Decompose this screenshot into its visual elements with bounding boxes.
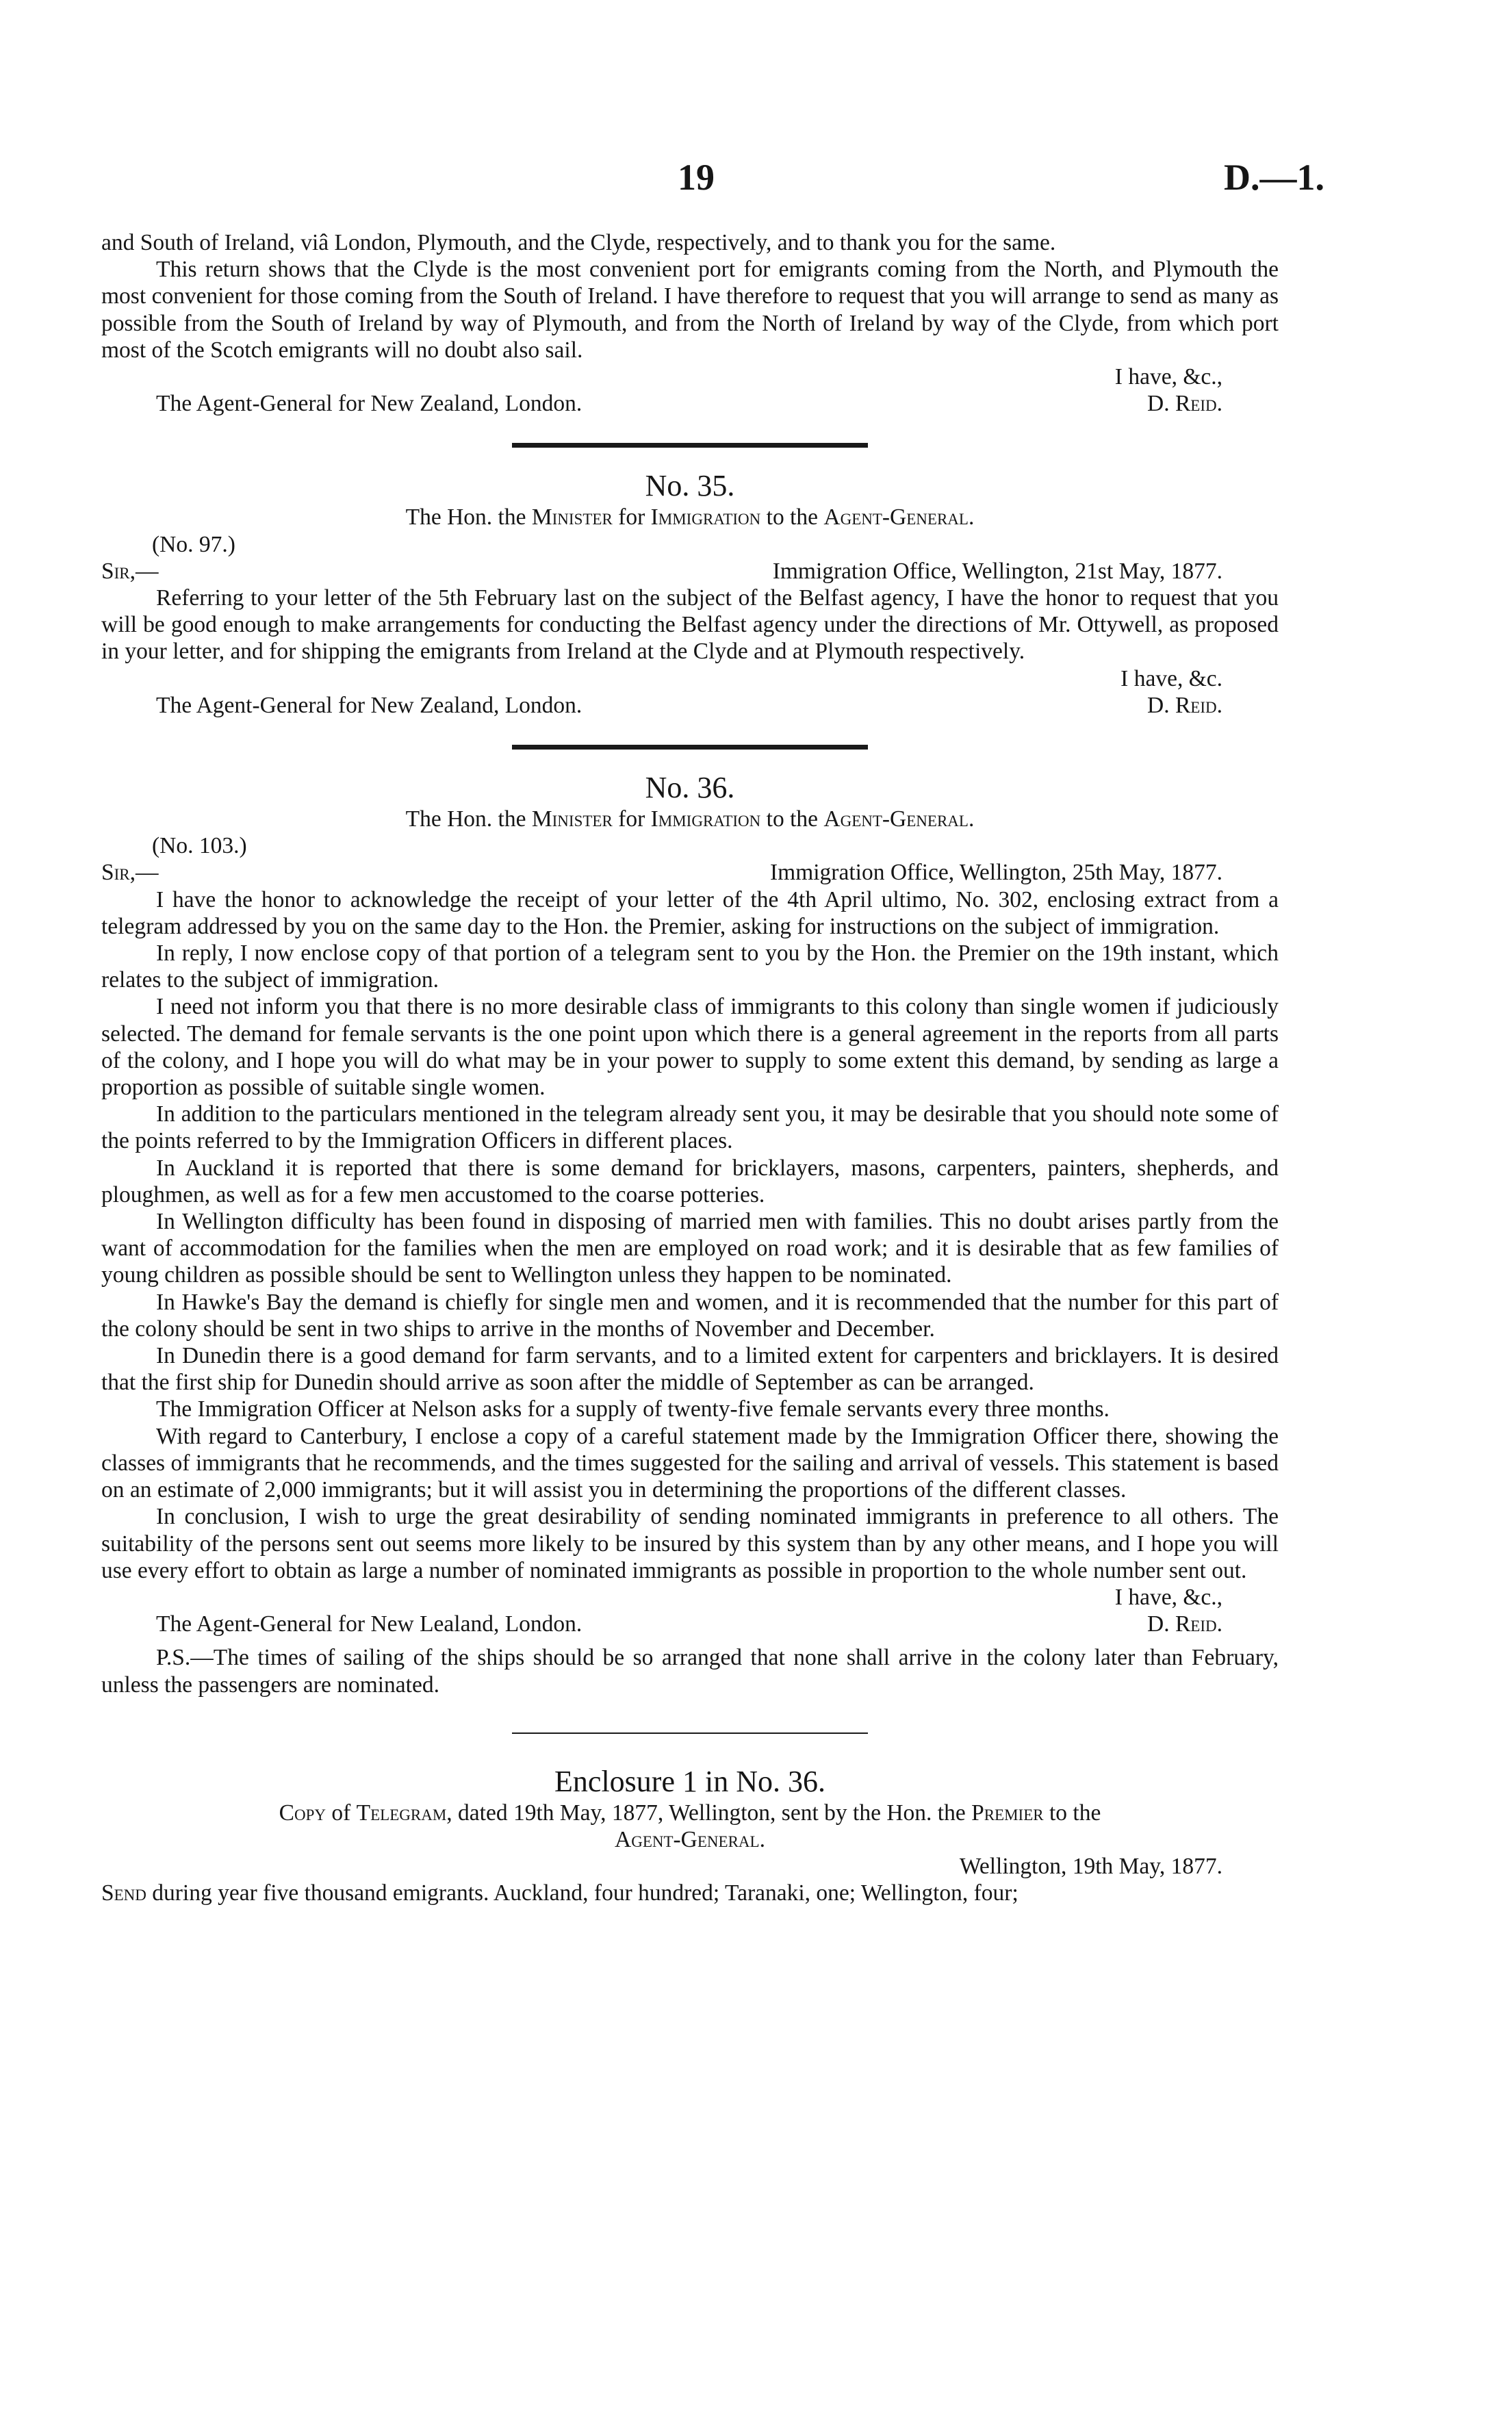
letter-35-subhead-from: Minister: [531, 504, 613, 530]
letter-35-address-line: [101, 692, 1279, 719]
enclosure-caption-premier: Premier: [971, 1800, 1044, 1826]
letter-36-dateline: Immigration Office, Wellington, 25th May, 1877.: [769, 860, 1222, 886]
letter-35-dateline: Immigration Office, Wellington, 21st May, 1877.: [772, 558, 1222, 584]
letter-36-subhead-dept: Immigration: [650, 806, 761, 832]
section-divider-heavy: [512, 745, 868, 750]
letter-36-title: No. 36.: [645, 771, 735, 805]
letter-36-paragraph: In Hawke's Bay the demand is chiefly for single men and women, and it is recommended that the number for this part of the colony should be sent in two ships to arrive in the months of November and December.: [101, 1289, 1279, 1342]
letter-36-paragraph: In Wellington difficulty has been found in disposing of married men with families. This no doubt arises partly from the want of accommodation for the families when the men are employed on road work; and it is desirable that as few families of young children as possible should be sent to Wellington unless they happen to be nominated.: [101, 1209, 1279, 1288]
letter-36-paragraph: In Dunedin there is a good demand for farm servants, and to a limited extent for carpenters and bricklayers. It is desired that the first ship for Dunedin should arrive as soon after the middle of September as can be arranged.: [101, 1343, 1279, 1396]
intro-paragraph-2: This return shows that the Clyde is the most convenient port for emigrants coming from the North, and Plymouth the most convenient for those coming from the South of Ireland. I have therefore to request that you will arrange to send as many as possible from the South of Ireland by way of Plymouth, and from the North of Ireland by way of the Clyde, from which port most of the Scotch emigrants will no doubt also sail.: [101, 257, 1279, 363]
letter-36-paragraph: I need not inform you that there is no more desirable class of immigrants to this colony than single women if judiciously selected. The demand for female servants is the one point upon which there is a general agreement in the reports from all parts of the colony, and I hope you will do what may be in your power to supply to some extent this demand, by sending as large a proportion as possible of suitable single women.: [101, 994, 1279, 1101]
enclosure-title: Enclosure 1 in No. 36.: [554, 1764, 825, 1798]
letter-35-subhead-dept: Immigration: [650, 504, 761, 530]
enclosure-caption-of: of: [331, 1800, 351, 1826]
enclosure-caption-telegram: Telegram,: [356, 1800, 452, 1826]
letter-35-salutation-line: [101, 558, 1279, 585]
letter-36-number: (No. 103.): [152, 833, 247, 859]
letter-35-salutation: Sir,—: [101, 558, 159, 584]
letter-36-closing: I have, &c.,: [1114, 1584, 1222, 1610]
letter-35-title: No. 35.: [645, 469, 735, 503]
letter-36-subhead-recipient: Agent-General.: [823, 806, 975, 832]
page-content: [101, 229, 1279, 1907]
document-reference: D.—1.: [1224, 157, 1324, 198]
page-number: 19: [678, 157, 715, 198]
enclosure-caption: [101, 1800, 1279, 1853]
letter-36-paragraph: With regard to Canterbury, I enclose a copy of a careful statement made by the Immigration Officer there, showing the classes of immigrants that he recommends, and the times suggested for the sailing and arrival of vessels. This statement is based on an estimate of 2,000 immigrants; but it will assist you in determining the proportions of the different classes.: [101, 1423, 1279, 1503]
letter-35-subhead-to: to the: [766, 504, 819, 530]
enclosure-body-text: during year five thousand emigrants. Auckland, four hundred; Taranaki, one; Wellington, four;: [152, 1880, 1018, 1906]
letter-35-subheading: [101, 504, 1279, 530]
section-divider-heavy: [512, 443, 868, 448]
letter-36-subhead-from: Minister: [531, 806, 613, 832]
enclosure-caption-details: dated 19th May, 1877, Wellington, sent by the Hon. the: [458, 1800, 966, 1826]
intro-paragraph-1: and South of Ireland, viâ London, Plymouth, and the Clyde, respectively, and to thank you for the same.: [101, 230, 1056, 255]
intro-closing: I have, &c.,: [1114, 364, 1222, 390]
letter-35-addressee: The Agent-General for New Zealand, London.: [156, 692, 582, 718]
intro-addressee: The Agent-General for New Zealand, London.: [156, 391, 582, 417]
enclosure-caption-to: to the: [1049, 1800, 1101, 1826]
letter-36-paragraph: In Auckland it is reported that there is some demand for bricklayers, masons, carpenters, painters, shepherds, and ploughmen, as well as for a few men accustomed to the coarse potteries.: [101, 1155, 1279, 1207]
letter-36-paragraph: In reply, I now enclose copy of that portion of a telegram sent to you by the Hon. the Premier on the 19th instant, which relates to the subject of immigration.: [101, 941, 1279, 993]
letter-36-signature: D. Reid.: [1147, 1611, 1222, 1637]
letter-36-salutation: Sir,—: [101, 860, 159, 886]
letter-35-signature: D. Reid.: [1147, 692, 1222, 718]
enclosure-caption-copy: Copy: [279, 1800, 326, 1826]
letter-36-subheading: [101, 806, 1279, 832]
letter-36-postscript: P.S.—The times of sailing of the ships should be so arranged that none shall arrive in the colony later than February, unless the passengers are nominated.: [101, 1645, 1279, 1698]
letter-36-paragraph: In conclusion, I wish to urge the great desirability of sending nominated immigrants in preference to all others. The suitability of the persons sent out seems more likely to be insured by this system than by any other means, and I hope you will use every effort to obtain as large a number of nominated immigrants as possible in proportion to the whole number sent out.: [101, 1504, 1279, 1583]
letter-36-paragraph: The Immigration Officer at Nelson asks for a supply of twenty-five female servants every three months.: [156, 1396, 1110, 1422]
letter-35-body: Referring to your letter of the 5th February last on the subject of the Belfast agency, I have the honor to request that you will be good enough to make arrangements for conducting the Belfast agency under the directions of Mr. Ottywell, as proposed in your letter, and for shipping the emigrants from Ireland at the Clyde and at Plymouth respectively.: [101, 585, 1279, 665]
intro-signature: D. Reid.: [1147, 391, 1222, 417]
letter-36-subhead-for: for: [618, 806, 645, 832]
letter-35-subhead-recipient: Agent-General.: [823, 504, 975, 530]
letter-36-address-line: [101, 1611, 1279, 1637]
letter-35-subhead-prefix: The Hon. the: [405, 504, 526, 530]
enclosure-dateline: Wellington, 19th May, 1877.: [959, 1854, 1222, 1880]
letter-36-subhead-prefix: The Hon. the: [405, 806, 526, 832]
letter-35-number: (No. 97.): [152, 531, 235, 557]
letter-36-paragraph: In addition to the particulars mentioned in the telegram already sent you, it may be desirable that you should note some of the points referred to by the Immigration Officers in different places.: [101, 1101, 1279, 1154]
intro-address-line: [101, 390, 1279, 417]
letter-36-addressee: The Agent-General for New Lealand, London.: [156, 1611, 582, 1637]
letter-36-salutation-line: [101, 859, 1279, 886]
letter-35-closing: I have, &c.: [1120, 665, 1222, 691]
letter-35-subhead-for: for: [618, 504, 645, 530]
enclosure-body-lead: Send: [101, 1880, 146, 1906]
letter-36-paragraph: I have the honor to acknowledge the receipt of your letter of the 4th April ultimo, No. 302, enclosing extract from a telegram addressed by you on the same day to the Hon. the Premier, asking for instructions on the subject of immigration.: [101, 886, 1279, 939]
enclosure-body: [101, 1880, 1279, 1906]
section-divider-light: [512, 1732, 868, 1734]
enclosure-caption-recipient: Agent-General.: [615, 1826, 765, 1852]
page-header: [0, 156, 1512, 204]
letter-36-subhead-to: to the: [766, 806, 819, 832]
